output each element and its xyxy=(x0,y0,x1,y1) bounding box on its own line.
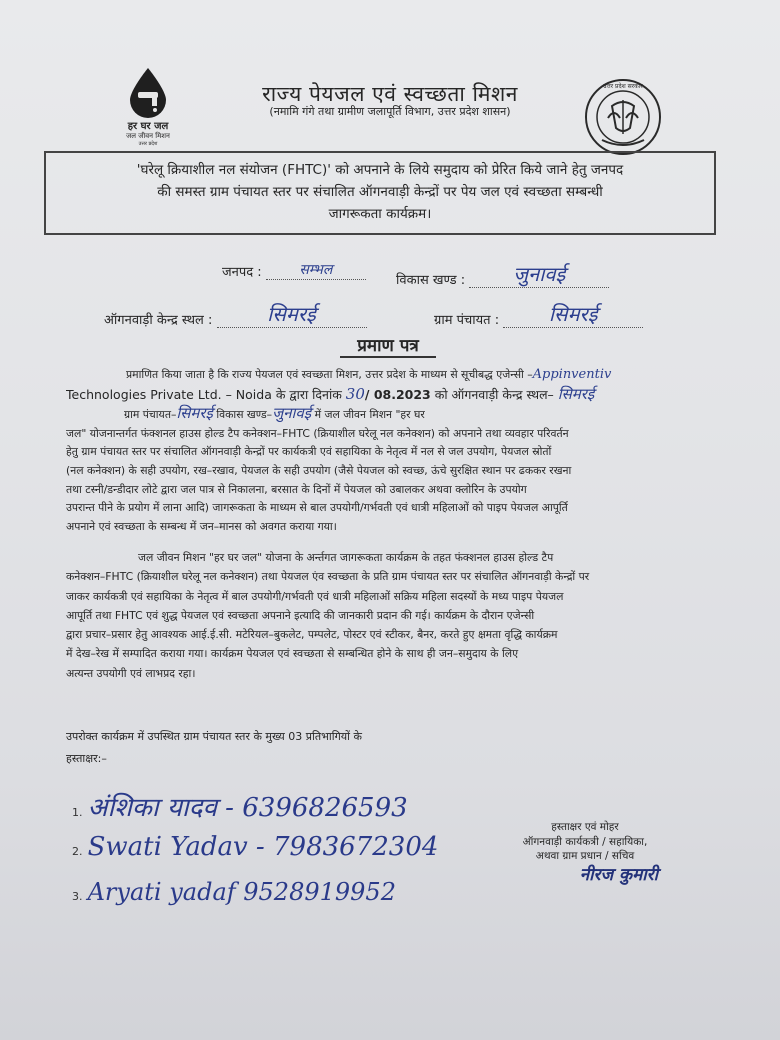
stamp-line1: हस्ताक्षर एवं मोहर xyxy=(551,821,619,833)
vikas-khand-label: विकास खण्ड : xyxy=(396,273,466,288)
agency-handwritten: Appinventiv xyxy=(532,367,612,382)
p1-line-3-text-a: ग्राम पंचायत– xyxy=(124,408,177,422)
p1-line-9: अपनाने एवं स्वच्छता के सम्बन्ध में जन–मानस को अवगत कराया गया। xyxy=(66,519,337,533)
p1-line-3 xyxy=(66,404,726,425)
vikas-khand-value-line xyxy=(469,260,609,288)
program-title-line3: जागरूकता कार्यक्रम। xyxy=(328,206,432,222)
stamp-line3: अथवा ग्राम प्रधान / सचिव xyxy=(535,850,635,862)
p1-line-1 xyxy=(66,366,726,385)
certificate-paragraph-2 xyxy=(66,548,726,683)
date-day-handwritten: 30 xyxy=(345,384,365,403)
participant-signature-text: Swati Yadav - 7983672304 xyxy=(87,832,439,862)
p1-line-2-text: Technologies Private Ltd. – Noida के द्वारा दिनांक xyxy=(66,386,342,402)
participants-intro xyxy=(66,726,566,770)
program-title-line1: 'घरेलू क्रियाशील नल संयोजन (FHTC)' को अपनाने के लिये समुदाय को प्रेरित किये जाने हेतु जनपद xyxy=(136,162,624,178)
p1-line-1-text: प्रमाणित किया जाता है कि राज्य पेयजल एवं स्वच्छता मिशन, उत्तर प्रदेश के माध्यम से सूचीबद्ध एजेन्सी – xyxy=(126,368,533,381)
p1-line-2-text-b: को ऑगनवाड़ी केन्द्र स्थल– xyxy=(434,386,554,402)
program-title-line2: की समस्त ग्राम पंचायत स्तर पर संचालित ऑगनवाड़ी केन्द्रों पर पेय जल एवं स्वच्छता सम्बन्धी xyxy=(157,184,603,200)
p2-line-6: में देख–रेख में सम्पादित कराया गया। कार्यक्रम पेयजल एवं स्वच्छता से सम्बन्धित होने के साथ ही जन–समुदाय के लिए xyxy=(66,647,519,661)
participant-signature-3 xyxy=(72,878,396,906)
p1-line-7: तथा टस्नी/डन्डीदार लोटे द्वारा जल पात्र से निकालना, बरसात के दिनों में पेयजल को उबालकर अथवा क्लोरिन के उपयोग xyxy=(66,482,527,496)
p2-line-4: आपूर्ति तथा FHTC एवं शुद्ध पेयजल एवं स्वच्छता अपनाने इत्यादि की जानकारी प्रदान की गई। कार्यक्रम के दौरान एजेन्सी xyxy=(66,608,535,622)
date-month-year: 08.2023 xyxy=(373,386,431,402)
up-government-emblem xyxy=(584,78,662,156)
p2-line-1: जल जीवन मिशन "हर घर जल" योजना के अर्न्तगत जागरूकता कार्यक्रम के तहत फंक्शनल हाउस होल्ड टैप xyxy=(138,551,554,564)
gram-panchayat-value-line xyxy=(503,300,643,328)
janpad-row xyxy=(222,260,366,280)
gram-panchayat-value: सिमरई xyxy=(548,302,598,326)
janpad-label: जनपद : xyxy=(222,265,262,280)
certificate-heading: प्रमाण पत्र xyxy=(340,333,436,358)
participant-signature-2 xyxy=(72,832,438,862)
p2-line-7: अत्यन्त उपयोगी एवं लाभप्रद रहा। xyxy=(66,666,196,680)
page-subtitle: (नमामि गंगे तथा ग्रामीण जलापूर्ति विभाग, उत्तर प्रदेश शासन) xyxy=(269,105,511,118)
logo-left-line3: उत्तर प्रदेश xyxy=(138,141,158,147)
participant-number: 1. xyxy=(72,806,83,819)
sthal-handwritten: सिमरई xyxy=(557,384,595,403)
har-ghar-jal-logo xyxy=(108,66,188,147)
logo-left-line1: हर घर जल xyxy=(127,121,169,132)
participants-intro-line1: उपरोक्त कार्यक्रम में उपस्थित ग्राम पंचायत स्तर के मुख्य 03 प्रतिभागियों के xyxy=(66,730,362,743)
anganwadi-label: ऑगनवाड़ी केन्द्र स्थल : xyxy=(104,313,213,328)
authority-signature: नीरज कुमारी xyxy=(579,864,658,885)
p2-line-3: जाकर कार्यकत्री एवं सहायिका के नेतृत्व में बाल उपयोगी/गर्भवती एवं धात्री महिलाओं सक्रिय महिला सदस्यों के मध्य पाइप पेयजल xyxy=(66,589,564,603)
janpad-value-line xyxy=(266,260,366,280)
water-drop-icon xyxy=(126,66,170,118)
p2-line-5: द्वारा प्रचार–प्रसार हेतु आवश्यक आई.ई.सी. मटेरियल–बुकलेट, पम्पलेट, पोस्टर एवं स्टीकर, बैनर, करते हुए क्षमता वृद्धि कार्यक्रम xyxy=(66,628,558,642)
p1-line-2: Technologies Private Ltd. – Noida के द्वारा दिनांक 30/ 08.2023 को ऑगनवाड़ी केन्द्र स्थल– सिमरई xyxy=(66,384,595,403)
gram-panchayat-handwritten: सिमरई xyxy=(176,404,213,423)
participants-intro-line2: हस्ताक्षर:– xyxy=(66,752,107,765)
participant-signature-text: Aryati yadaf 9528919952 xyxy=(87,878,396,906)
participant-signature-1 xyxy=(72,788,408,824)
janpad-value: सम्भल xyxy=(299,262,333,278)
p1-line-6: (नल कनेक्शन) के सही उपयोग, रख–रखाव, पेयजल के सही उपयोग (जैसे पेयजल को स्वच्छ, ऊंचे सुरक्षित स्थान पर ढककर रखना xyxy=(66,463,572,477)
stamp-line2: ऑगनवाड़ी कार्यकत्री / सहायिका, xyxy=(522,835,648,848)
gram-panchayat-label: ग्राम पंचायत : xyxy=(434,313,500,328)
p1-line-8: उपरान्त पीने के प्रयोग में लाना आदि) जागरूकता के माध्यम से बाल उपयोगी/गर्भवती एवं धात्री महिलाओं को पाइप पेयजल आपूर्ति xyxy=(66,501,568,515)
page-title: राज्य पेयजल एवं स्वच्छता मिशन xyxy=(262,82,518,106)
participant-number: 2. xyxy=(72,845,83,858)
anganwadi-value: सिमरई xyxy=(267,302,316,326)
program-title-box xyxy=(44,151,716,235)
vikas-khand-handwritten: जुनावई xyxy=(272,404,312,423)
emblem-text: उत्तर प्रदेश सरकार xyxy=(603,83,643,90)
vikas-khand-row xyxy=(396,260,609,288)
p2-line-2: कनेक्शन–FHTC (क्रियाशील घरेलू नल कनेक्शन) तथा पेयजल एंव स्वच्छता के प्रति ग्राम पंचायत स्तर पर संचालित ऑगनवाड़ी केन्द्रों पर xyxy=(66,570,590,584)
anganwadi-row xyxy=(104,300,367,328)
gram-panchayat-row xyxy=(434,300,643,328)
authority-signature-block xyxy=(490,820,680,885)
p1-line-5: हेतु ग्राम पंचायत स्तर पर संचालित ऑगनवाड़ी केन्द्रों पर कार्यकत्री एवं सहायिका के नेतृत्व में नल से जल उपयोग, पेयजल स्रोतों xyxy=(66,445,552,459)
participant-signature-text: अंशिका यादव - 6396826593 xyxy=(87,793,408,823)
logo-left-line2: जल जीवन मिशन xyxy=(126,132,170,140)
anganwadi-value-line xyxy=(217,300,367,328)
p1-line-4: जल" योजनान्तर्गत फंक्शनल हाउस होल्ड टैप कनेक्शन–FHTC (क्रियाशील घरेलू नल कनेक्शन) को अपनाने तथा व्यवहार परिवर्तन xyxy=(66,426,569,440)
certificate-paragraph-1 xyxy=(66,366,726,536)
participant-number: 3. xyxy=(72,890,83,903)
p1-line-3-text-b: विकास खण्ड– xyxy=(216,408,273,422)
p1-line-3-text-c: में जल जीवन मिशन "हर घर xyxy=(314,408,425,422)
vikas-khand-value: जुनावई xyxy=(513,262,566,286)
